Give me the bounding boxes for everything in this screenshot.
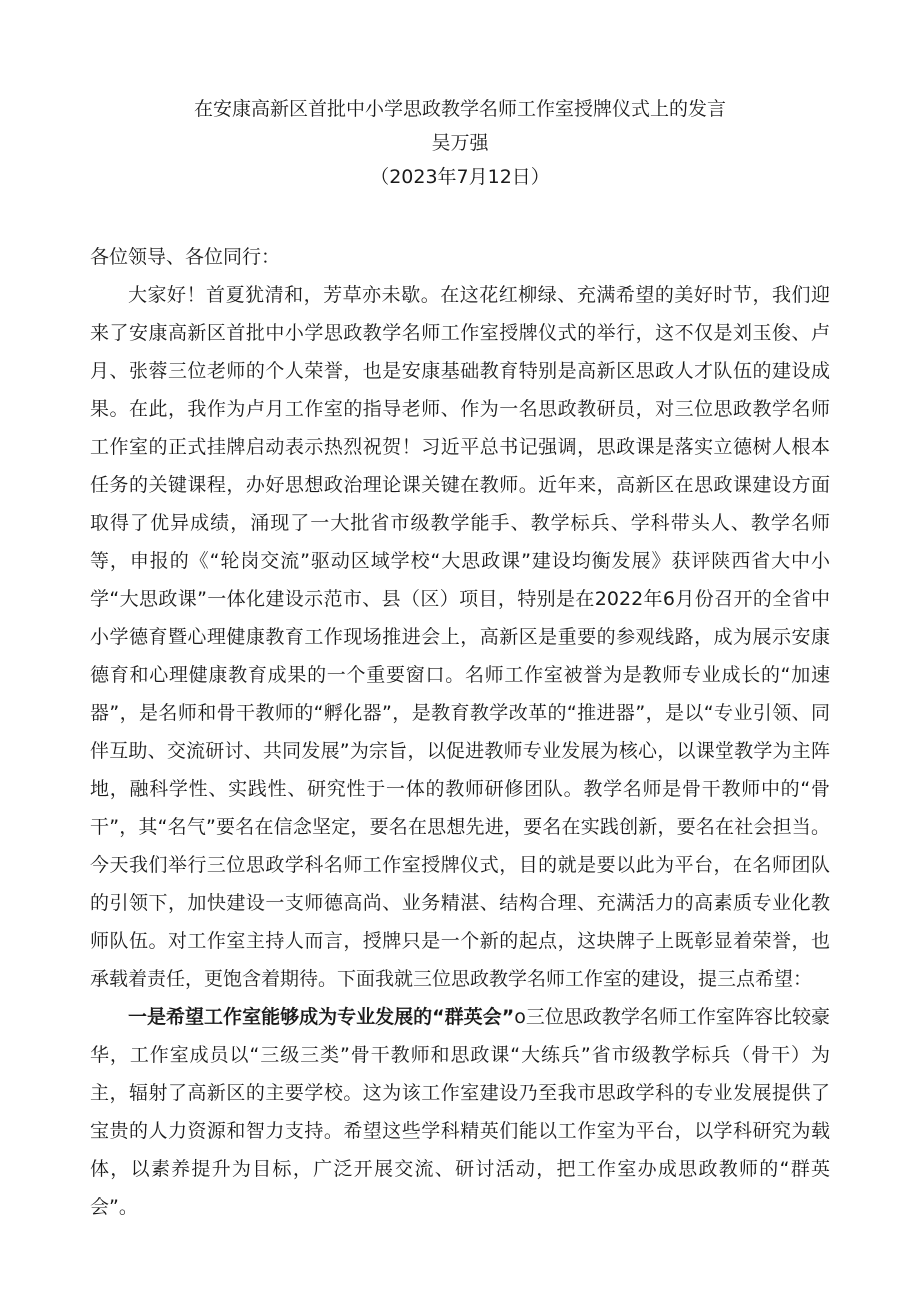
document-title: 在安康高新区首批中小学思政教学名师工作室授牌仪式上的发言	[193, 98, 726, 120]
speech-body	[90, 238, 830, 1226]
hope-one-text: o三位思政教学名师工作室阵容比较豪华，工作室成员以“三级三类”骨干教师和思政课“大练兵”省市级教学标兵（骨干）为主，辐射了高新区的主要学校。这为该工作室建设乃至我市思政学科的专业发展提供了宝贵的人力资源和智力支持。希望这些学科精英们能以工作室为平台，以学科研究为载体，以素养提升为目标，广泛开展交流、研讨活动，把工作室办成思政教师的“群英会”。	[90, 1006, 830, 1218]
title-block	[0, 92, 920, 194]
speech-date: （2023年7月12日）	[370, 166, 550, 188]
paragraph-opening: 大家好！首夏犹清和，芳草亦未歇。在这花红柳绿、充满希望的美好时节，我们迎来了安康高新区首批中小学思政教学名师工作室授牌仪式的举行，这不仅是刘玉俊、卢月、张蓉三位老师的个人荣誉，也是安康基础教育特别是高新区思政人才队伍的建设成果。在此，我作为卢月工作室的指导老师、作为一名思政教研员，对三位思政教学名师工作室的正式挂牌启动表示热烈祝贺！习近平总书记强调，思政课是落实立德树人根本任务的关键课程，办好思想政治理论课关键在教师。近年来，高新区在思政课建设方面取得了优异成绩，涌现了一大批省市级教学能手、教学标兵、学科带头人、教学名师等，申报的《“轮岗交流”驱动区域学校“大思政课”建设均衡发展》获评陕西省大中小学“大思政课”一体化建设示范市、县（区）项目，特别是在2022年6月份召开的全省中小学德育暨心理健康教育工作现场推进会上，高新区是重要的参观线路，成为展示安康德育和心理健康教育成果的一个重要窗口。名师工作室被誉为是教师专业成长的“加速器”，是名师和骨干教师的“孵化器”，是教育教学改革的“推进器”，是以“专业引领、同伴互助、交流研讨、共同发展”为宗旨，以促进教师专业发展为核心，以课堂教学为主阵地，融科学性、实践性、研究性于一体的教师研修团队。教学名师是骨干教师中的“骨干”，其“名气”要名在信念坚定，要名在思想先进，要名在实践创新，要名在社会担当。今天我们举行三位思政学科名师工作室授牌仪式，目的就是要以此为平台，在名师团队的引领下，加快建设一支师德高尚、业务精湛、结构合理、充满活力的高素质专业化教师队伍。对工作室主持人而言，授牌只是一个新的起点，这块牌子上既彰显着荣誉，也承载着责任，更饱含着期待。下面我就三位思政教学名师工作室的建设，提三点希望：	[90, 284, 830, 990]
salutation: 各位领导、各位同行：	[90, 246, 281, 268]
paragraph-hope-one	[90, 998, 830, 1226]
author-name: 吴万强	[431, 132, 489, 154]
hope-one-heading: 一是希望工作室能够成为专业发展的“群英会”	[128, 1006, 515, 1028]
